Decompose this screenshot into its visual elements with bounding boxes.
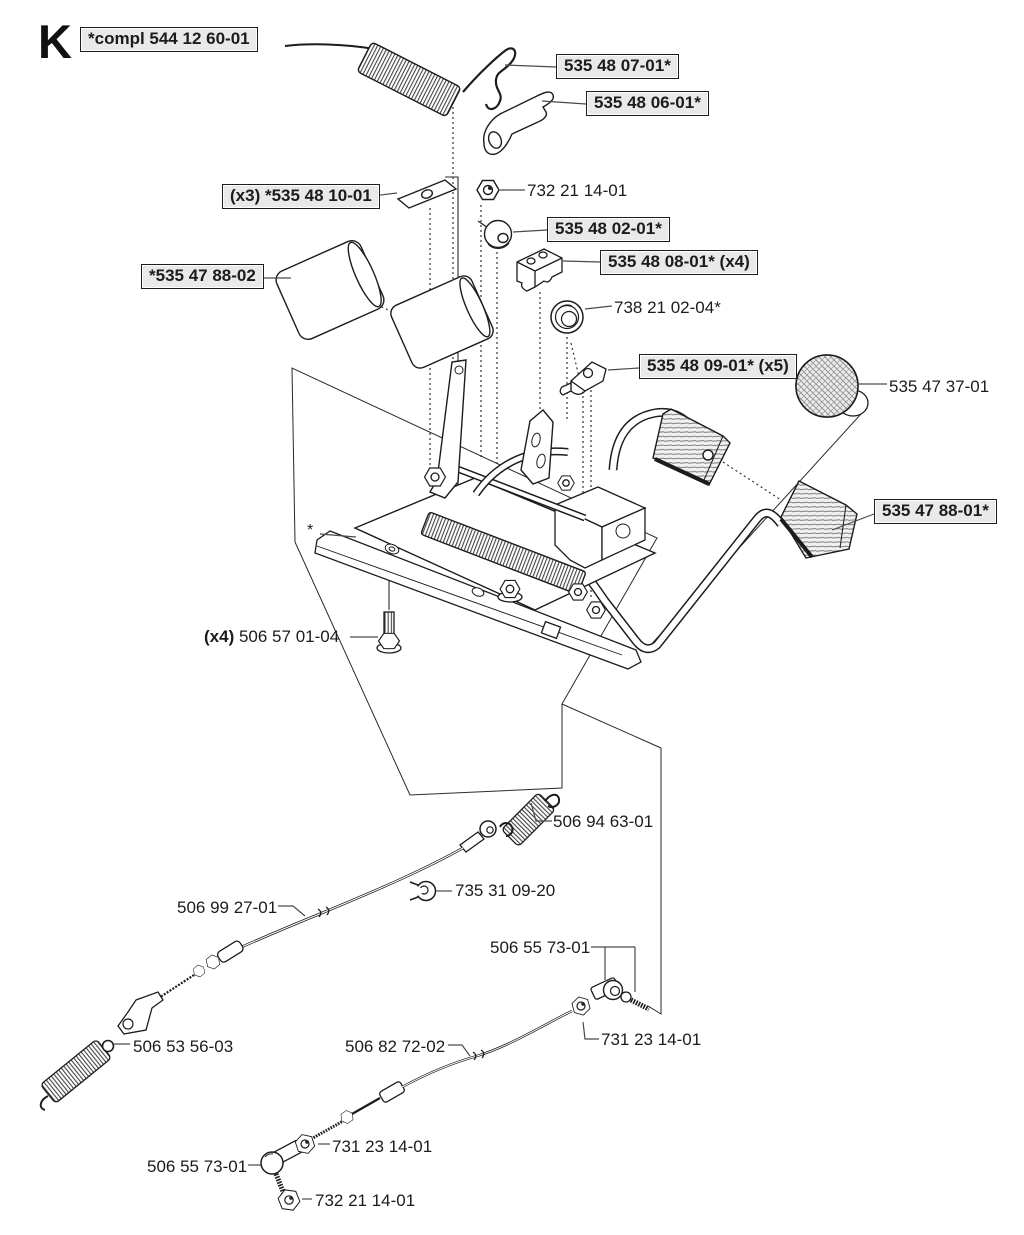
panel-outline [292,368,861,1014]
part-label-738-21-02-04: 738 21 02-04* [614,298,721,317]
cable-clip [410,882,436,901]
part-label-535-48-09-01: 535 48 09-01* (x5) [639,354,797,379]
part-label-535-47-88-01: 535 47 88-01* [874,499,997,524]
spacer-block [517,249,562,291]
part-label-506-94-63-01: 506 94 63-01 [553,812,654,831]
part-label-535-48-08-01: 535 48 08-01* (x4) [600,250,758,275]
pedal-pad-lower [781,481,857,558]
figure-letter: K [38,15,72,68]
brake-rod-cable [311,1011,572,1139]
part-label-506-53-56-03: 506 53 56-03 [133,1037,234,1056]
part-label-732-21-14-01-bottom: 732 21 14-01 [315,1191,416,1210]
pedal-assembly [315,360,655,669]
part-label-535-48-10-01: (x3) *535 48 10-01 [222,184,380,209]
ball-joint-upper [570,977,649,1016]
part-label-535-47-88-02: *535 47 88-02 [141,264,264,289]
ball-bearing [551,301,583,333]
extension-spring-lower [40,1039,113,1110]
part-number: 506 57 01-04 [238,627,340,646]
top-tension-spring [285,42,515,117]
part-label-506-99-27-01: 506 99 27-01 [177,898,278,917]
quantity-prefix: (x4) [204,627,239,646]
pedal-pad-upper [653,409,730,485]
gear-knob [796,355,868,417]
part-label-506-55-73-01-upper: 506 55 73-01 [490,938,591,957]
part-label-535-48-06-01: 535 48 06-01* [586,91,709,116]
part-label-735-31-09-20: 735 31 09-20 [455,881,556,900]
flange-nut-top [477,181,499,200]
bushing [478,221,512,249]
part-label-731-23-14-01-right: 731 23 14-01 [601,1030,702,1049]
tension-spring-mid [500,793,559,847]
part-label-535-47-37-01: 535 47 37-01 [889,377,990,396]
part-label-731-23-14-01-bottom: 731 23 14-01 [332,1137,433,1156]
throttle-cable [118,821,496,1034]
star-marker: * [307,522,314,539]
rubber-sleeve-2 [388,273,496,371]
part-label-506-55-73-01-lower: 506 55 73-01 [147,1157,248,1176]
flange-screw [377,612,401,653]
mount-plate [398,180,456,208]
rubber-sleeve-1 [273,237,388,342]
part-label-506-57-01-04 [204,627,339,647]
part-label-535-48-02-01: 535 48 02-01* [547,217,670,242]
part-label-535-48-07-01: 535 48 07-01* [556,54,679,79]
part-label-732-21-14-01-top: 732 21 14-01 [527,181,628,200]
part-label-compl-544-12-60-01: *compl 544 12 60-01 [80,27,258,52]
part-label-506-82-72-02: 506 82 72-02 [345,1037,446,1056]
